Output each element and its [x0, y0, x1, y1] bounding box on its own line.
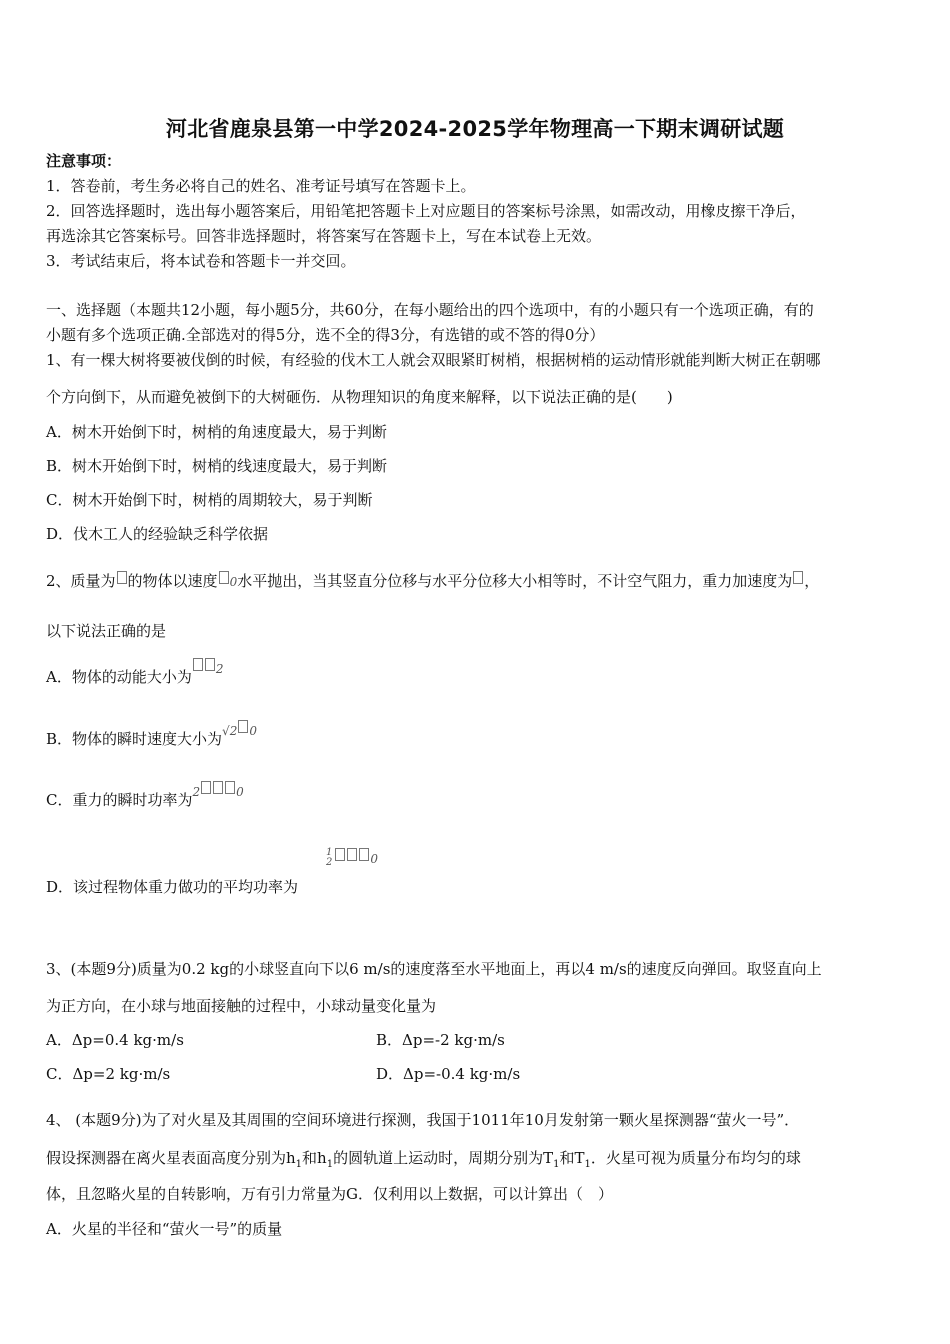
question-2-option-b: B．物体的瞬时速度大小为$^{√2}$ 0: [46, 729, 257, 750]
question-4-stem: 4、 (本题9分)为了对火星及其周围的空间环境进行探测，我国于1011年10月发射第一颗火星探测器“萤火一号”．: [46, 1111, 800, 1129]
section-header: 小题有多个选项正确.全部选对的得5分，选不全的得3分，有选错的或不答的得0分）: [46, 326, 605, 344]
notice-line: 再选涂其它答案标号。回答非选择题时，将答案写在答题卡上，写在本试卷上无效。: [46, 227, 602, 245]
formula-placeholder: [793, 571, 803, 584]
question-1-option-a: A．树木开始倒下时，树梢的角速度最大，易于判断: [46, 423, 387, 441]
question-2-option-c: C．重力的瞬时功率为2 0: [46, 790, 244, 811]
question-3-option-b: B．Δp=-2 kg·m/s: [376, 1031, 505, 1049]
notice-line: 3．考试结束后，将本试卷和答题卡一并交回。: [46, 252, 356, 270]
question-1-option-b: B．树木开始倒下时，树梢的线速度最大，易于判断: [46, 457, 388, 475]
section-header: 一、选择题（本题共12小题，每小题5分，共60分，在每小题给出的四个选项中，有的小题只有一个选项正确，有的: [46, 301, 814, 319]
question-3-option-c: C．Δp=2 kg·m/s: [46, 1065, 171, 1083]
notice-line: 1．答卷前，考生务必将自己的姓名、准考证号填写在答题卡上。: [46, 177, 476, 195]
question-3-option-d: D．Δp=-0.4 kg·m/s: [376, 1065, 521, 1083]
page-title: 河北省鹿泉县第一中学2024-2025学年物理高一下期末调研试题: [165, 117, 785, 141]
question-1-option-c: C．树木开始倒下时，树梢的周期较大，易于判断: [46, 491, 373, 509]
question-2-stem: 以下说法正确的是: [46, 622, 167, 640]
question-3-stem: 为正方向，在小球与地面接触的过程中，小球动量变化量为: [46, 997, 437, 1015]
notice-header: 注意事项：: [46, 152, 122, 170]
question-2-stem: 2、质量为 的物体以速度 0水平抛出，当其竖直分位移与水平分位移大小相等时，不计空气阻力，重力加速度为 ，: [46, 572, 820, 590]
notice-line: 2．回答选择题时，选出每小题答案后，用铅笔把答题卡上对应题目的答案标号涂黑，如需改动，用橡皮擦干净后，: [46, 202, 806, 220]
average-power-formula: 1 2 0: [326, 847, 379, 868]
formula-placeholder: [117, 571, 127, 584]
formula-placeholder: [219, 571, 229, 584]
question-1-option-d: D．伐木工人的经验缺乏科学依据: [46, 525, 269, 543]
question-4-stem: 体，且忽略火星的自转影响，万有引力常量为G．仅利用以上数据，可以计算出（ ）: [46, 1185, 613, 1203]
question-3-option-a: A．Δp=0.4 kg·m/s: [46, 1031, 184, 1049]
question-1-stem: 个方向倒下，从而避免被倒下的大树砸伤．从物理知识的角度来解释，以下说法正确的是( ): [46, 388, 673, 406]
question-4-option-a: A．火星的半径和“萤火一号”的质量: [46, 1220, 283, 1238]
question-4-stem: 假设探测器在离火星表面高度分别为$h_1$和$h_1$的圆轨道上运动时，周期分别为$T_1$和$T_1$．火星可视为质量分布均匀的球: [46, 1149, 801, 1170]
question-1-stem: 1、有一棵大树将要被伐倒的时候，有经验的伐木工人就会双眼紧盯树梢，根据树梢的运动情形就能判断大树正在朝哪: [46, 351, 821, 369]
question-2-option-a: A．物体的动能大小为 2: [46, 667, 223, 688]
question-3-stem: 3、(本题9分)质量为0.2 kg的小球竖直向下以6 m/s的速度落至水平地面上，再以4 m/s的速度反向弹回。取竖直向上: [46, 960, 822, 978]
question-2-option-d: D．该过程物体重力做功的平均功率为: [46, 878, 299, 896]
